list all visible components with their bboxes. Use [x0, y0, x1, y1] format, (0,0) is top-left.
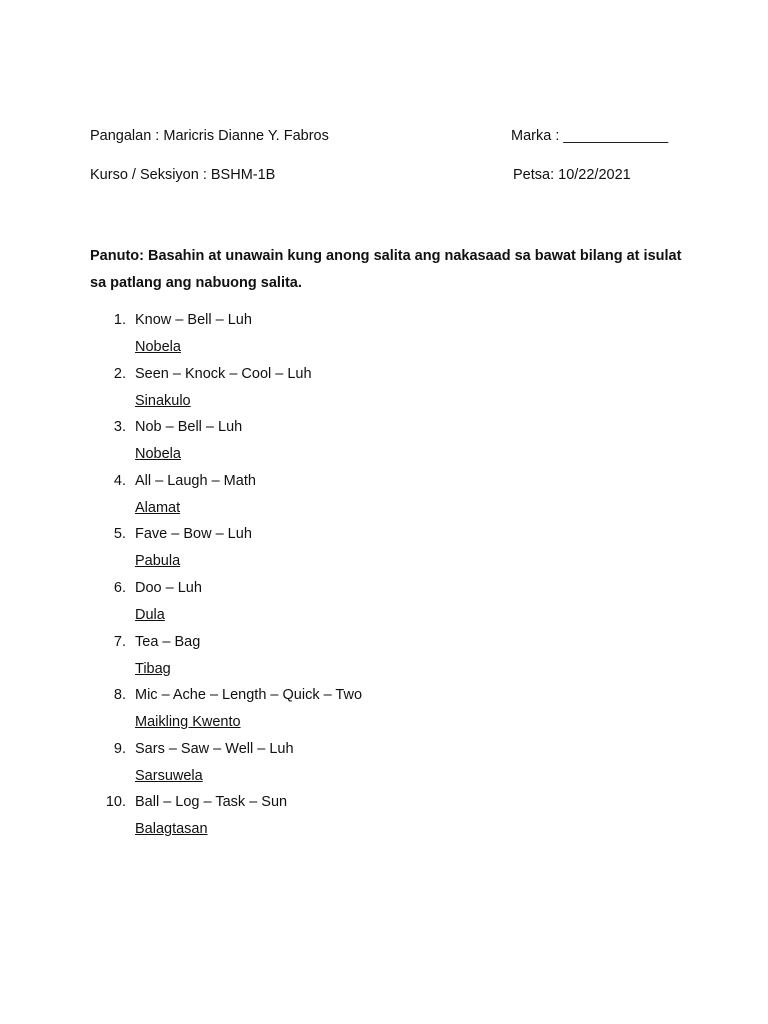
item-number: 1. [113, 312, 126, 328]
date-field: Petsa: 10/22/2021 [513, 167, 631, 183]
exercise-list [0, 309, 768, 845]
item-number: 8. [113, 687, 126, 704]
item-clue: Mic – Ache – Length – Quick – Two [135, 687, 363, 704]
item-answer: Maikling Kwento [135, 714, 241, 731]
item-answer: Nobela [135, 446, 181, 463]
item-clue: Sars – Saw – Well – Luh [135, 740, 294, 757]
list-item [0, 416, 768, 470]
list-item [0, 577, 768, 631]
list-item [0, 631, 768, 685]
item-clue: Tea – Bag [135, 633, 201, 650]
course-section: Kurso / Seksiyon : BSHM-1B [90, 167, 276, 183]
item-number: 4. [113, 472, 126, 489]
item-answer: Nobela [135, 339, 181, 355]
item-answer: Dula [135, 606, 165, 623]
item-answer: Pabula [135, 553, 181, 570]
item-answer: Tibag [135, 660, 171, 677]
item-number: 9. [113, 740, 126, 757]
list-item [0, 738, 768, 792]
item-answer: Sarsuwela [135, 767, 203, 784]
item-number: 7. [113, 633, 126, 650]
item-number: 2. [113, 365, 126, 382]
item-clue: Ball – Log – Task – Sun [135, 794, 288, 811]
list-item [0, 791, 768, 845]
item-clue: Know – Bell – Luh [135, 312, 252, 328]
list-item [0, 363, 768, 417]
item-clue: Seen – Knock – Cool – Luh [135, 365, 312, 382]
list-item [0, 470, 768, 524]
item-clue: Doo – Luh [135, 579, 202, 596]
student-name: Pangalan : Maricris Dianne Y. Fabros [90, 128, 329, 144]
item-number: 6. [113, 579, 126, 596]
item-answer: Sinakulo [135, 392, 191, 409]
item-clue: Fave – Bow – Luh [135, 526, 252, 543]
item-answer: Alamat [135, 499, 181, 516]
list-item [0, 523, 768, 577]
item-answer: Balagtasan [135, 821, 208, 838]
item-clue: Nob – Bell – Luh [135, 419, 243, 436]
item-number: 5. [113, 526, 126, 543]
item-number: 10. [105, 794, 126, 811]
list-item [0, 684, 768, 738]
list-item [0, 309, 768, 363]
score-field: Marka : _____________ [511, 128, 669, 144]
item-clue: All – Laugh – Math [135, 472, 256, 489]
item-number: 3. [113, 419, 126, 436]
instructions: Panuto: Basahin at unawain kung anong salita ang nakasaad sa bawat bilang at isulat sa patlang ang nabuong salita. [90, 248, 682, 291]
